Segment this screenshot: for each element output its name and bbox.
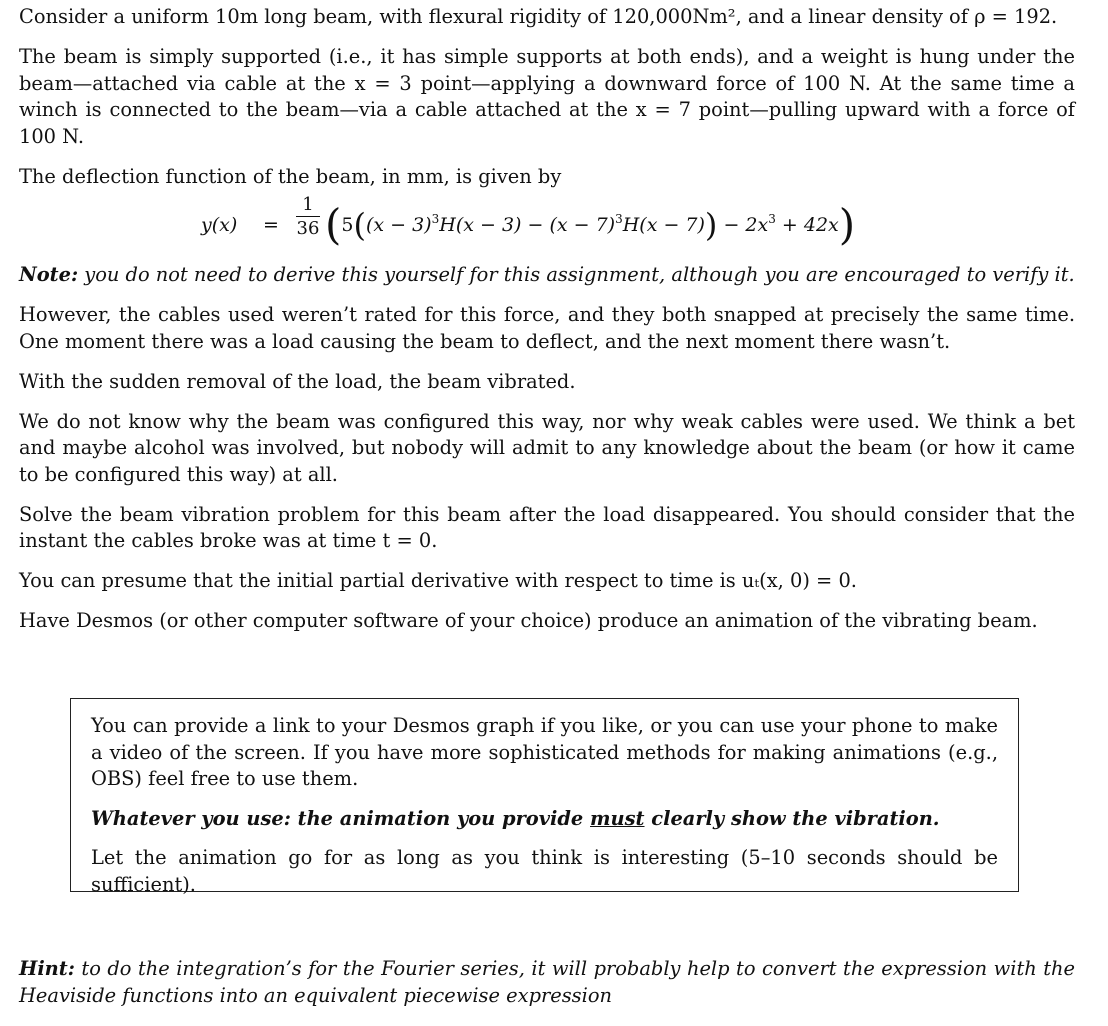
formula-term-c: H(x − 7): [622, 214, 705, 236]
hint-label: Hint:: [19, 957, 75, 980]
formula-equals: =: [263, 214, 279, 236]
formula-term-coefficient: 5: [341, 214, 354, 236]
box-paragraph-requirement: [91, 806, 998, 833]
formula-term-a: (x − 3): [365, 214, 432, 236]
deflection-formula: [19, 192, 1075, 262]
requirement-emphasis: must: [590, 806, 645, 830]
formula-exponent-b: 3: [615, 212, 623, 226]
box-paragraph-methods: You can provide a link to your Desmos graph if you like, or you can use your phone to make a video of the screen. If you have more sophisticated methods for making animations (e.g., OBS) feel free to use them.: [91, 714, 998, 790]
paragraph-deflection-intro: The deflection function of the beam, in mm, is given by: [19, 164, 562, 188]
paragraph-solve-instruction: Solve the beam vibration problem for this beam after the load disappeared. You should consider that the instant the cables broke was at time t = 0.: [19, 502, 1075, 552]
note-label: Note:: [19, 263, 79, 286]
animation-requirements-box: [70, 698, 1019, 896]
paragraph-supports-and-loads: The beam is simply supported (i.e., it has simple supports at both ends), and a weight is hung under the beam—attached via cable at the x = 3 point—applying a downward force of 100 N. At the same time a winch is connected to the beam—via a cable attached at the x = 7 point—pulling upward with a force of 100 N.: [19, 45, 1075, 148]
fraction-numerator: 1: [302, 194, 314, 215]
formula-exponent-a: 3: [431, 212, 440, 226]
formula-term-d: − 2x: [717, 214, 769, 236]
document-body: [19, 4, 1075, 635]
paragraph-configuration: We do not know why the beam was configured this way, nor why weak cables were used. We think a bet and maybe alcohol was involved, but nobody will admit to any knowledge about the beam (or how it came to be configured this way) at all.: [19, 409, 1075, 486]
paragraph-beam-vibrated: With the sudden removal of the load, the beam vibrated.: [19, 369, 576, 393]
hint-text: to do the integration’s for the Fourier series, it will probably help to convert the expression with the Heaviside functions into an equivalent piecewise expression: [19, 957, 1075, 1007]
formula-lhs: y(x): [201, 214, 238, 236]
paragraph-initial-condition: You can presume that the initial partial derivative with respect to time is uₜ(x, 0) = 0.: [19, 569, 857, 592]
note-text: you do not need to derive this yourself for this assignment, although you are encouraged to verify it.: [78, 263, 1075, 286]
requirement-pre: Whatever you use: the animation you provide: [91, 806, 591, 830]
fraction-denominator: 36: [296, 218, 320, 239]
paragraph-beam-properties: Consider a uniform 10m long beam, with flexural rigidity of 120,000Nm², and a linear density of ρ = 192.: [19, 5, 1058, 28]
formula-exponent-c: 3: [768, 212, 776, 226]
hint-paragraph: [19, 955, 1075, 1009]
paragraph-cables-snapped: However, the cables used weren’t rated for this force, and they both snapped at precisely the same time. One moment there was a load causing the beam to deflect, and the next moment there wasn’t.: [19, 303, 1075, 353]
paragraph-animation-instruction: Have Desmos (or other computer software of your choice) produce an animation of the vibrating beam.: [19, 609, 1038, 632]
formula-rhs: $(5((x - 3)^3H(x - 3) - (x - 7)^3H(x - 7)) - 2x^3 + 42x)$: [325, 200, 856, 249]
note-paragraph: [19, 262, 1075, 289]
formula-term-b: H(x − 3) − (x − 7): [439, 214, 616, 236]
formula-fraction: [295, 194, 321, 241]
box-paragraph-duration: Let the animation go for as long as you think is interesting (5–10 seconds should be sufficient).: [91, 846, 998, 896]
requirement-post: clearly show the vibration.: [644, 806, 940, 830]
formula-term-e: + 42x: [775, 214, 839, 236]
